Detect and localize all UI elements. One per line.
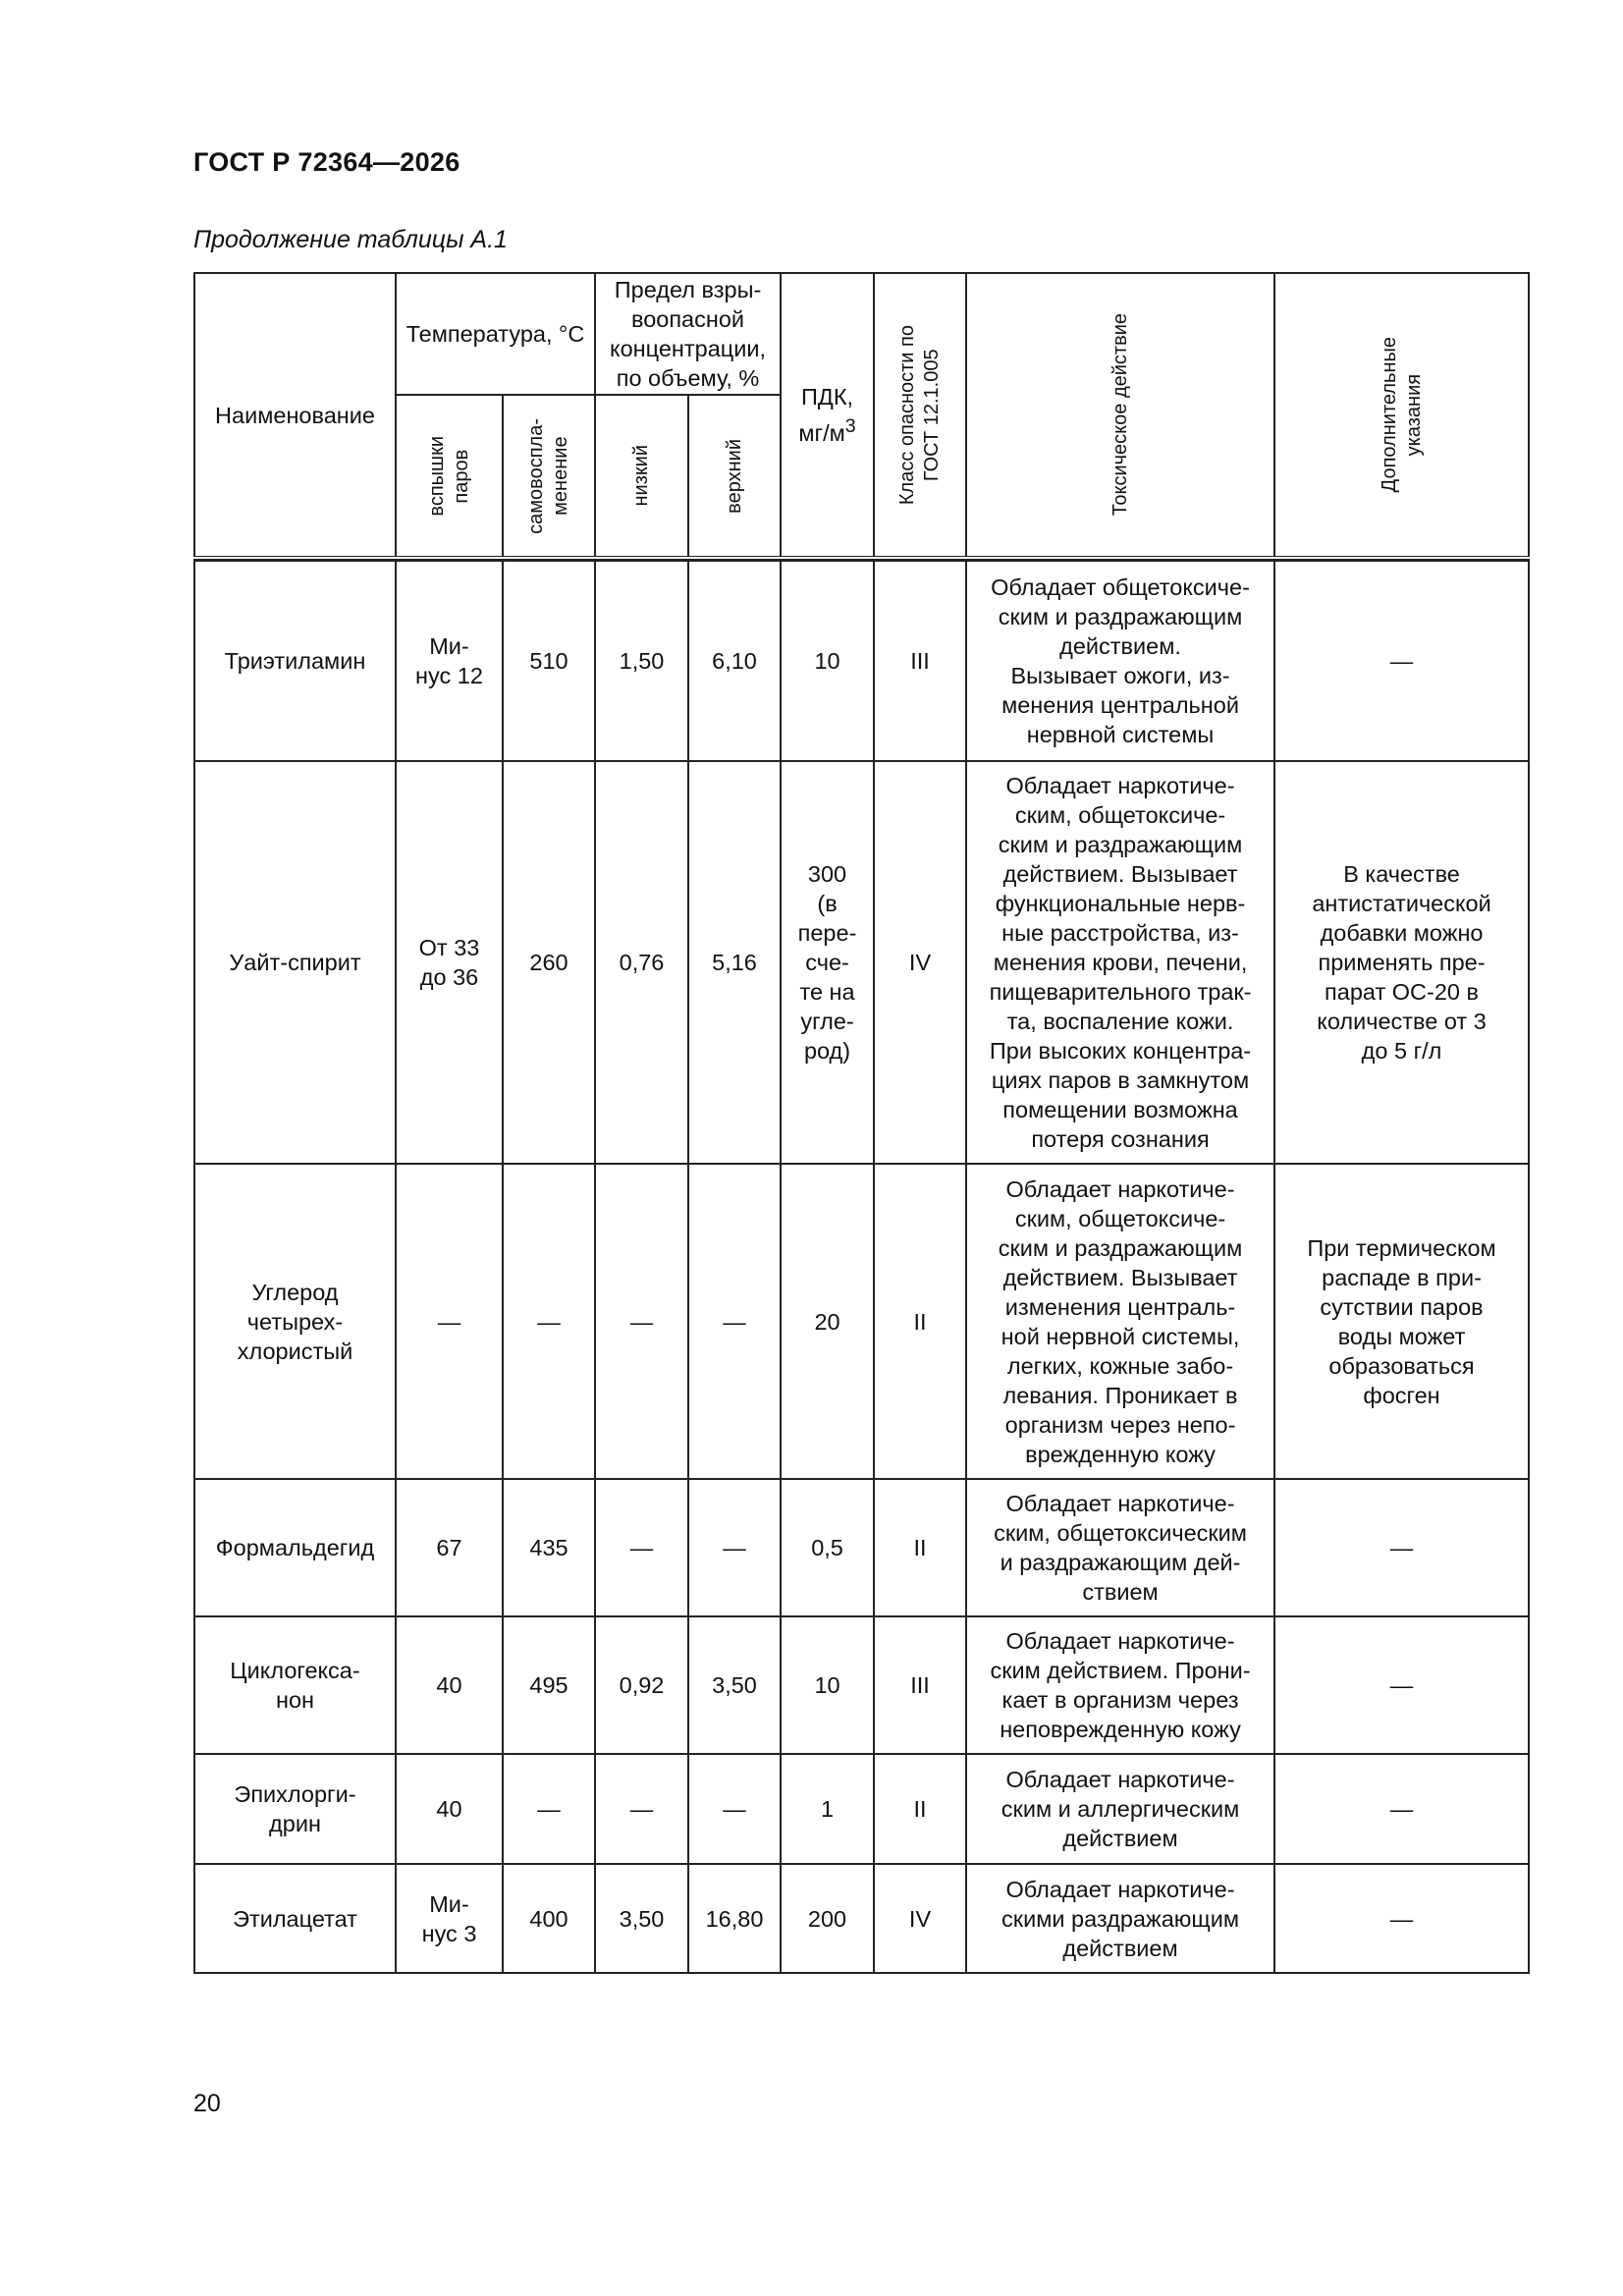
header-hazard-class (874, 273, 966, 558)
cell-toxic: Обладает наркотиче- ским действием. Прони- кает в организм через неповрежденную кожу (966, 1616, 1274, 1754)
table-body (194, 558, 1529, 1973)
header-notes-text: Дополнительные указания (1378, 337, 1425, 493)
cell-flash: — (396, 1164, 503, 1479)
cell-autoignition: 435 (503, 1479, 595, 1616)
cell-mpc: 300 (в пере- сче- те на угле- род) (781, 761, 874, 1164)
cell-low: — (595, 1479, 688, 1616)
header-name: Наименование (194, 273, 396, 558)
cell-name: Этилацетат (194, 1864, 396, 1973)
header-mpc (781, 273, 874, 558)
cell-high: — (688, 1164, 781, 1479)
cell-hazard-class: III (874, 1616, 966, 1754)
table-caption: Продолжение таблицы А.1 (193, 226, 508, 253)
header-low (595, 395, 688, 558)
cell-notes: — (1274, 1754, 1529, 1864)
header-temperature: Температура, °С (396, 273, 595, 395)
cell-flash: Ми- нус 12 (396, 561, 503, 761)
cell-flash: 67 (396, 1479, 503, 1616)
cell-autoignition: — (503, 1164, 595, 1479)
cell-autoignition: 260 (503, 761, 595, 1164)
cell-low: 0,92 (595, 1616, 688, 1754)
cell-flash: 40 (396, 1616, 503, 1754)
cell-high: — (688, 1754, 781, 1864)
cell-name: Формальдегид (194, 1479, 396, 1616)
cell-flash: 40 (396, 1754, 503, 1864)
cell-toxic: Обладает наркотиче- ским, общетоксиче- ским и раздражающим действием. Вызывает функциональные нерв- ные расстройства, из- менения крови, печени, пищеварительного трак- та, воспаление кожи. При высоких концентра- циях паров в замкнутом помещении возможна потеря сознания (966, 761, 1274, 1164)
cell-notes: В качестве антистатической добавки можно применять пре- парат ОС-20 в количестве от 3 до 5 г/л (1274, 761, 1529, 1164)
cell-notes: — (1274, 1479, 1529, 1616)
table-row (194, 1616, 1529, 1754)
table-header (194, 273, 1529, 558)
cell-toxic: Обладает общетоксиче- ским и раздражающим действием. Вызывает ожоги, из- менения центральной нервной системы (966, 561, 1274, 761)
cell-name: Углерод четырех- хлористый (194, 1164, 396, 1479)
header-mpc-label: ПДК, (801, 384, 854, 410)
cell-low: — (595, 1754, 688, 1864)
cell-hazard-class: II (874, 1754, 966, 1864)
header-explosive-limit: Предел взры- воопасной концентрации, по объему, % (595, 273, 781, 395)
header-flash-text: вспышки паров (425, 435, 472, 517)
cell-flash: От 33 до 36 (396, 761, 503, 1164)
header-hazard-class-text: Класс опасности по ГОСТ 12.1.005 (896, 324, 944, 506)
header-mpc-unit: мг/м (798, 419, 845, 446)
table-row (194, 761, 1529, 1164)
table-row (194, 1164, 1529, 1479)
table-row (194, 1479, 1529, 1616)
cell-name: Триэтиламин (194, 561, 396, 761)
header-toxic (966, 273, 1274, 558)
cell-mpc: 0,5 (781, 1479, 874, 1616)
cell-mpc: 200 (781, 1864, 874, 1973)
cell-name: Уайт-спирит (194, 761, 396, 1164)
cell-autoignition: 495 (503, 1616, 595, 1754)
cell-hazard-class: II (874, 1164, 966, 1479)
cell-toxic: Обладает наркотиче- ским, общетоксическим и раздражающим дей- ствием (966, 1479, 1274, 1616)
table-row (194, 561, 1529, 761)
cell-name: Циклогекса- нон (194, 1616, 396, 1754)
cell-name: Эпихлорги- дрин (194, 1754, 396, 1864)
cell-toxic: Обладает наркотиче- ским, общетоксиче- ским и раздражающим действием. Вызывает изменения централь- ной нервной системы, легких, кожные забо- левания. Проникает в организм через непо- врежденную кожу (966, 1164, 1274, 1479)
header-high-text: верхний (723, 438, 745, 514)
table-row (194, 1754, 1529, 1864)
cell-notes: — (1274, 1864, 1529, 1973)
header-high (688, 395, 781, 558)
cell-notes: При термическом распаде в при- сутствии паров воды может образоваться фосген (1274, 1164, 1529, 1479)
table-row (194, 1864, 1529, 1973)
header-notes (1274, 273, 1529, 558)
document-code: ГОСТ Р 72364—2026 (193, 147, 460, 177)
header-toxic-text: Токсическое действие (1109, 313, 1131, 517)
cell-high: 16,80 (688, 1864, 781, 1973)
cell-notes: — (1274, 561, 1529, 761)
cell-mpc: 10 (781, 1616, 874, 1754)
cell-hazard-class: IV (874, 1864, 966, 1973)
cell-toxic: Обладает наркотиче- ским и аллергическим действием (966, 1754, 1274, 1864)
cell-hazard-class: II (874, 1479, 966, 1616)
cell-high: 5,16 (688, 761, 781, 1164)
cell-low: 3,50 (595, 1864, 688, 1973)
cell-autoignition: — (503, 1754, 595, 1864)
header-flash (396, 395, 503, 558)
cell-mpc: 10 (781, 561, 874, 761)
header-autoignition (503, 395, 595, 558)
header-low-text: низкий (630, 445, 653, 507)
header-autoignition-text: самовоспла- менение (525, 417, 571, 534)
cell-low: — (595, 1164, 688, 1479)
cell-mpc: 20 (781, 1164, 874, 1479)
cell-low: 0,76 (595, 761, 688, 1164)
cell-mpc: 1 (781, 1754, 874, 1864)
page-number: 20 (193, 2090, 221, 2117)
cell-flash: Ми- нус 3 (396, 1864, 503, 1973)
cell-toxic: Обладает наркотиче- скими раздражающим действием (966, 1864, 1274, 1973)
cell-hazard-class: III (874, 561, 966, 761)
cell-high: 6,10 (688, 561, 781, 761)
cell-low: 1,50 (595, 561, 688, 761)
header-mpc-sup: 3 (844, 415, 856, 438)
cell-high: 3,50 (688, 1616, 781, 1754)
cell-autoignition: 400 (503, 1864, 595, 1973)
cell-high: — (688, 1479, 781, 1616)
cell-hazard-class: IV (874, 761, 966, 1164)
cell-notes: — (1274, 1616, 1529, 1754)
cell-autoignition: 510 (503, 561, 595, 761)
substances-table (193, 272, 1530, 1974)
